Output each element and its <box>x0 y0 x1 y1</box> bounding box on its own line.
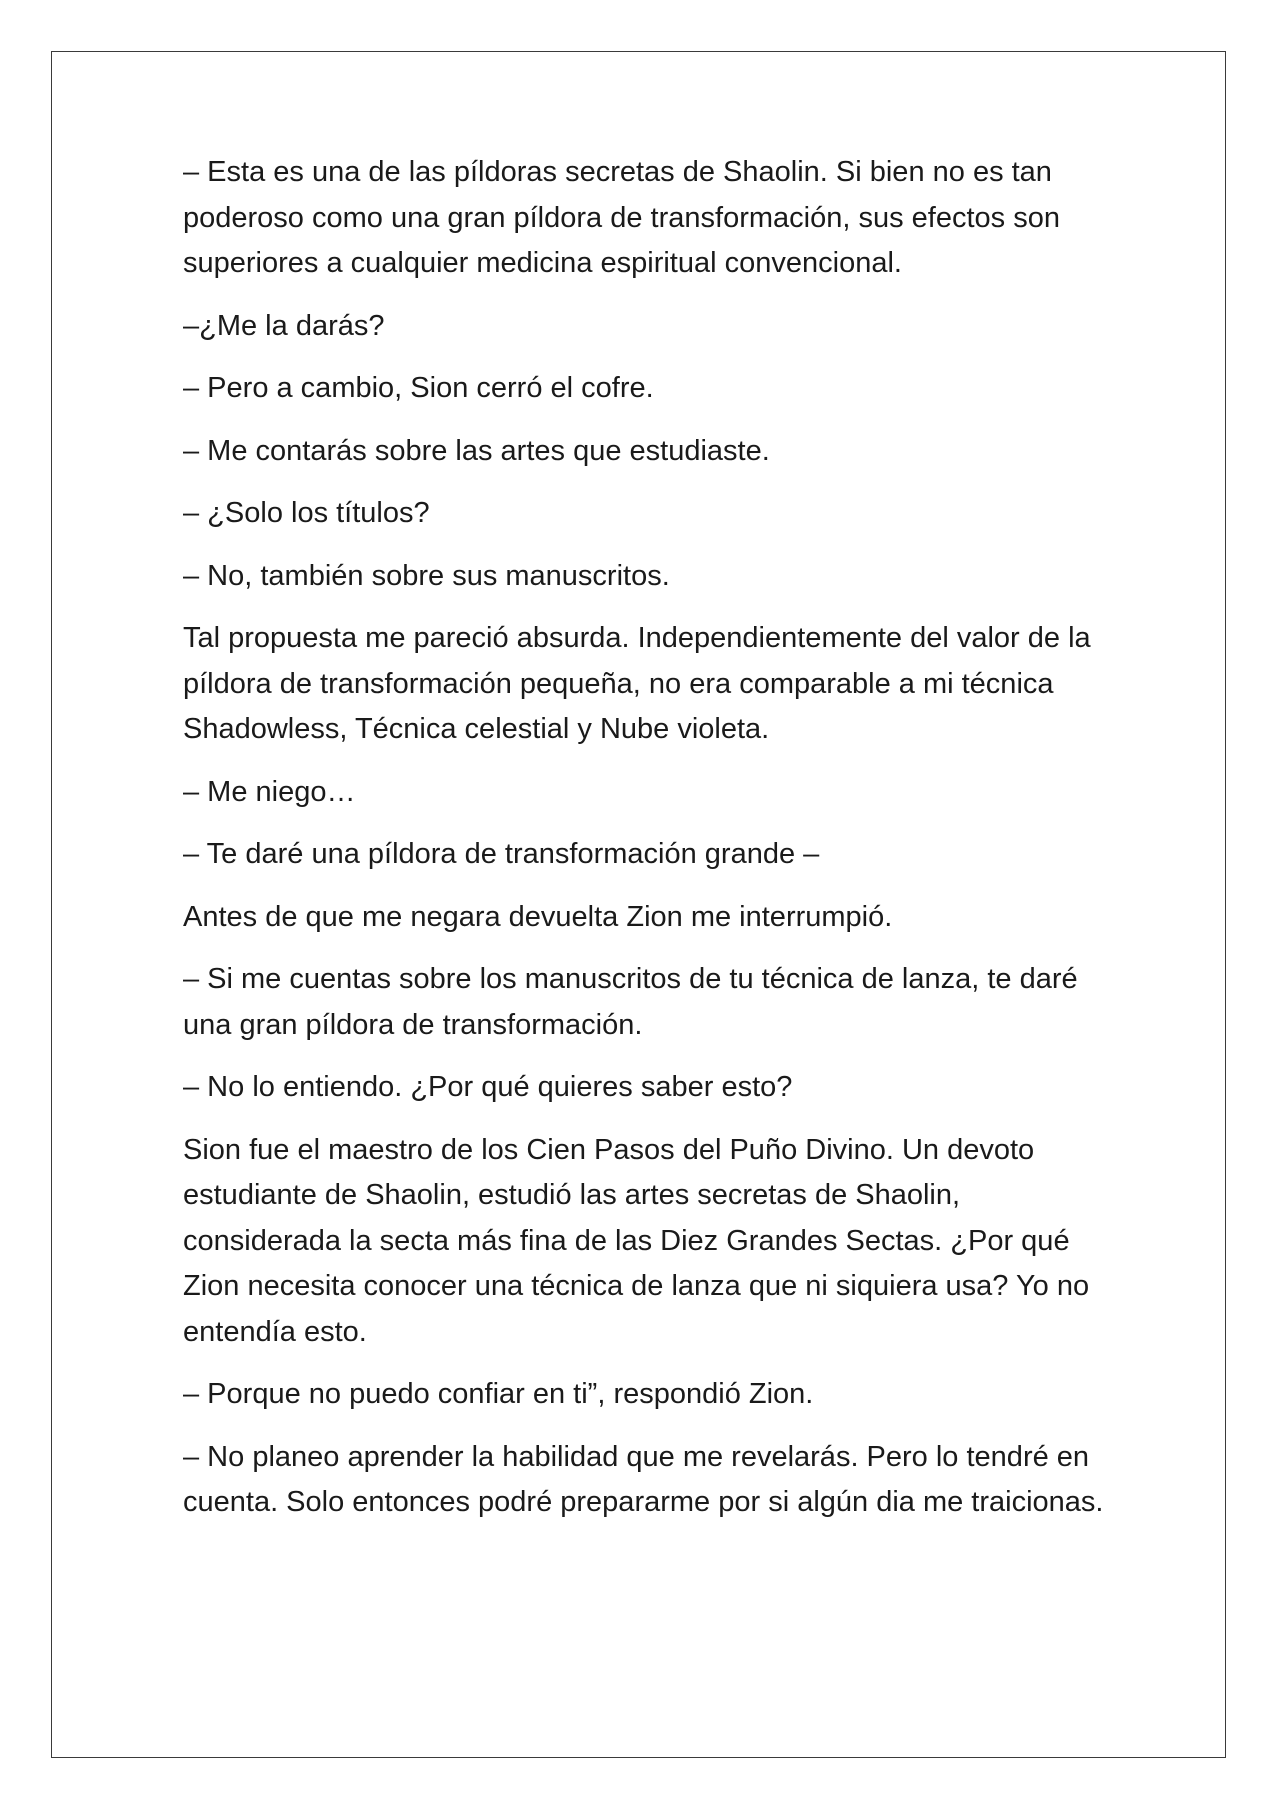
paragraph: – ¿Solo los títulos? <box>183 497 430 529</box>
paragraph: – Te daré una píldora de transformación grande – <box>183 838 820 870</box>
paragraph: – Esta es una de las píldoras secretas de Shaolin. Si bien no es tan poderoso como una gran píldora de transformación, sus efectos son superiores a cualquier medicina espiritual convencional. <box>183 156 1060 279</box>
paragraph: Tal propuesta me pareció absurda. Independientemente del valor de la píldora de transformación pequeña, no era comparable a mi técnica Shadowless, Técnica celestial y Nube violeta. <box>183 622 1091 745</box>
paragraph: Sion fue el maestro de los Cien Pasos del Puño Divino. Un devoto estudiante de Shaolin, estudió las artes secretas de Shaolin, considerada la secta más fina de las Diez Grandes Sectas. ¿Por qué Zion necesita conocer una técnica de lanza que ni siquiera usa? Yo no entendía esto. <box>183 1133 1090 1348</box>
paragraph: – No, también sobre sus manuscritos. <box>183 559 670 592</box>
paragraph: – Porque no puedo confiar en ti”, respondió Zion. <box>183 1378 814 1410</box>
document-body <box>183 150 1113 1543</box>
paragraph: – No lo entiendo. ¿Por qué quieres saber esto? <box>183 1071 793 1103</box>
paragraph: – Pero a cambio, Sion cerró el cofre. <box>183 372 654 404</box>
paragraph: – No planeo aprender la habilidad que me revelarás. Pero lo tendré en cuenta. Solo entonces podré prepararme por si algún dia me traicionas. <box>183 1440 1104 1518</box>
paragraph: – Si me cuentas sobre los manuscritos de tu técnica de lanza, te daré una gran píldora de transformación. <box>183 963 1078 1041</box>
paragraph: – Me contarás sobre las artes que estudiaste. <box>183 434 770 467</box>
paragraph: Antes de que me negara devuelta Zion me interrumpió. <box>183 900 893 933</box>
paragraph: –¿Me la darás? <box>183 309 385 342</box>
paragraph: – Me niego… <box>183 775 356 808</box>
